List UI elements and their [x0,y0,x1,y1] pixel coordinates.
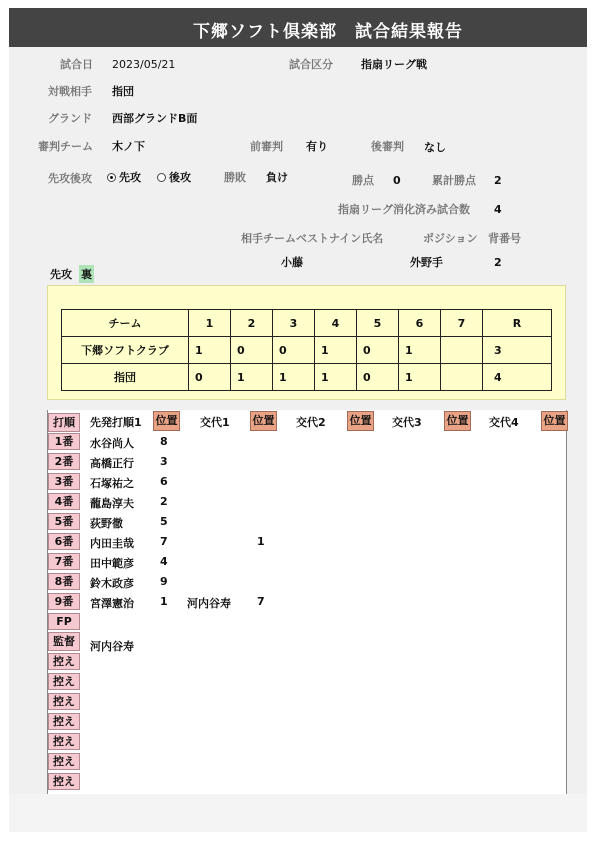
date-label: 試合日 [60,58,93,71]
category-value[interactable]: 指扇リーグ戦 [361,58,427,71]
scoreboard-inning-score[interactable]: 1 [231,364,273,391]
lineup-order: 控え [48,733,80,750]
ground-value[interactable]: 西部グランドB面 [112,112,198,125]
scoreboard-header-inning: 5 [357,310,399,337]
post-umpire-label: 後審判 [371,140,404,153]
lineup-sub1-name[interactable]: 河内谷寿 [187,597,231,610]
category-label: 試合区分 [289,58,333,71]
lineup-player-pos[interactable]: 3 [160,455,168,468]
scoreboard-inning-score[interactable]: 0 [231,337,273,364]
position-label: ポジション [423,232,478,245]
lineup-header-sub3: 交代3 [392,416,422,429]
lineup-player-pos[interactable]: 4 [160,555,168,568]
lineup-player-name[interactable]: 田中範彦 [90,557,134,570]
footer-bar [9,794,587,832]
lineup-player-pos[interactable]: 5 [160,515,168,528]
scoreboard-team: 指団 [62,364,189,391]
scoreboard-inning-score[interactable]: 1 [315,337,357,364]
scoreboard-header-team: チーム [62,310,189,337]
scoreboard-inning-score[interactable]: 0 [273,337,315,364]
opponent-value[interactable]: 指団 [112,85,134,98]
scoreboard-header-inning: 1 [189,310,231,337]
lineup-header-sub4-pos: 位置 [541,411,568,431]
scoreboard-runs[interactable]: 3 [483,337,552,364]
lineup-order: 1番 [48,433,80,450]
lineup-order: 2番 [48,453,80,470]
best-nine-number[interactable]: 2 [494,256,502,269]
lineup-header-order: 打順 [48,413,80,432]
lineup-sub1-pos[interactable]: 1 [257,535,265,548]
scoreboard-inning-score[interactable]: 0 [357,364,399,391]
umpire-team-value[interactable]: 木ノ下 [112,140,145,153]
lineup-player-name[interactable]: 蘢島淳夫 [90,497,134,510]
lineup-player-name[interactable]: 河内谷寿 [90,640,134,653]
total-points-value: 2 [494,174,502,187]
lineup-sub1-pos[interactable]: 7 [257,595,265,608]
lineup-order: 控え [48,653,80,670]
lineup-header-sub2: 交代2 [296,416,326,429]
scoreboard-inning-score[interactable]: 1 [189,337,231,364]
lineup-order: 5番 [48,513,80,530]
lineup-header-sub4: 交代4 [489,416,519,429]
lineup-player-pos[interactable]: 9 [160,575,168,588]
lineup-player-name[interactable]: 内田圭哉 [90,537,134,550]
batting-second-option[interactable]: 後攻 [157,171,191,185]
points-label: 勝点 [352,174,374,187]
scoreboard-header-inning: 3 [273,310,315,337]
lineup-header-sub3-pos: 位置 [444,411,471,431]
lineup-order: 控え [48,673,80,690]
lineup-player-name[interactable]: 宮澤憲治 [90,597,134,610]
ground-label: グランド [48,112,92,125]
lineup-order: 7番 [48,553,80,570]
scoreboard-runs[interactable]: 4 [483,364,552,391]
lineup-order: 3番 [48,473,80,490]
scoreboard-table [61,309,552,391]
tab-back[interactable]: 裏 [79,265,94,283]
result-value[interactable]: 負け [266,171,288,184]
lineup-header-sub2-pos: 位置 [347,411,374,431]
umpire-team-label: 審判チーム [38,140,93,153]
lineup-order: 9番 [48,593,80,610]
best-nine-name[interactable]: 小藤 [281,256,303,269]
lineup-player-name[interactable]: 石塚祐之 [90,477,134,490]
pre-umpire-value[interactable]: 有り [306,140,328,153]
points-value[interactable]: 0 [393,174,401,187]
scoreboard-header-row [62,310,552,337]
scoreboard-inning-score[interactable] [441,364,483,391]
scoreboard-inning-score[interactable]: 1 [399,364,441,391]
lineup-header-sub1: 交代1 [200,416,230,429]
batting-order-label: 先攻後攻 [48,172,92,185]
lineup-order: 4番 [48,493,80,510]
lineup-player-pos[interactable]: 8 [160,435,168,448]
lineup-order: 控え [48,773,80,790]
pre-umpire-label: 前審判 [250,140,283,153]
scoreboard-inning-score[interactable]: 1 [315,364,357,391]
lineup-order: 監督 [48,632,80,651]
lineup-player-pos[interactable]: 6 [160,475,168,488]
scoreboard-header-inning: 2 [231,310,273,337]
scoreboard-row [62,364,552,391]
lineup-header-sub1-pos: 位置 [250,411,277,431]
opponent-label: 対戦相手 [48,85,92,98]
scoreboard-inning-score[interactable] [441,337,483,364]
lineup-player-name[interactable]: 鈴木政彦 [90,577,134,590]
post-umpire-value[interactable]: なし [424,141,446,154]
number-label: 背番号 [488,232,521,245]
lineup-order: 控え [48,753,80,770]
best-nine-label: 相手チームベストナイン氏名 [241,232,384,245]
scoreboard-header-runs: R [483,310,552,337]
games-played-value: 4 [494,203,502,216]
lineup-order: 控え [48,693,80,710]
lineup-player-pos[interactable]: 1 [160,595,168,608]
radio-unchecked-icon[interactable] [157,173,166,182]
scoreboard-inning-score[interactable]: 1 [273,364,315,391]
date-value[interactable]: 2023/05/21 [112,58,176,71]
header-bar [9,8,587,47]
scoreboard-inning-score[interactable]: 1 [399,337,441,364]
lineup-header-starter: 先発打順1 [90,416,142,429]
scoreboard-header-inning: 4 [315,310,357,337]
games-played-label: 指扇リーグ消化済み試合数 [338,203,470,216]
scoreboard-team: 下郷ソフトクラブ [62,337,189,364]
lineup-player-name[interactable]: 水谷尚人 [90,437,134,450]
lineup-order: 控え [48,713,80,730]
radio-checked-icon[interactable] [107,173,116,182]
scoreboard-row [62,337,552,364]
lineup-player-name[interactable]: 荻野徹 [90,517,123,530]
result-label: 勝敗 [224,171,246,184]
batting-first-option[interactable]: 先攻 [107,171,141,185]
lineup-header-pos: 位置 [153,411,180,431]
tab-front[interactable]: 先攻 [50,268,72,281]
lineup-order: FP [48,613,80,630]
lineup-player-name[interactable]: 高橋正行 [90,457,134,470]
scoreboard-inning-score[interactable]: 0 [357,337,399,364]
best-nine-position[interactable]: 外野手 [410,256,443,269]
page-title: 下郷ソフト倶楽部 試合結果報告 [193,22,463,42]
total-points-label: 累計勝点 [432,174,476,187]
lineup-player-pos[interactable]: 2 [160,495,168,508]
lineup-player-pos[interactable]: 7 [160,535,168,548]
lineup-order: 8番 [48,573,80,590]
lineup-order: 6番 [48,533,80,550]
scoreboard-inning-score[interactable]: 0 [189,364,231,391]
scoreboard-header-inning: 6 [399,310,441,337]
scoreboard-header-inning: 7 [441,310,483,337]
